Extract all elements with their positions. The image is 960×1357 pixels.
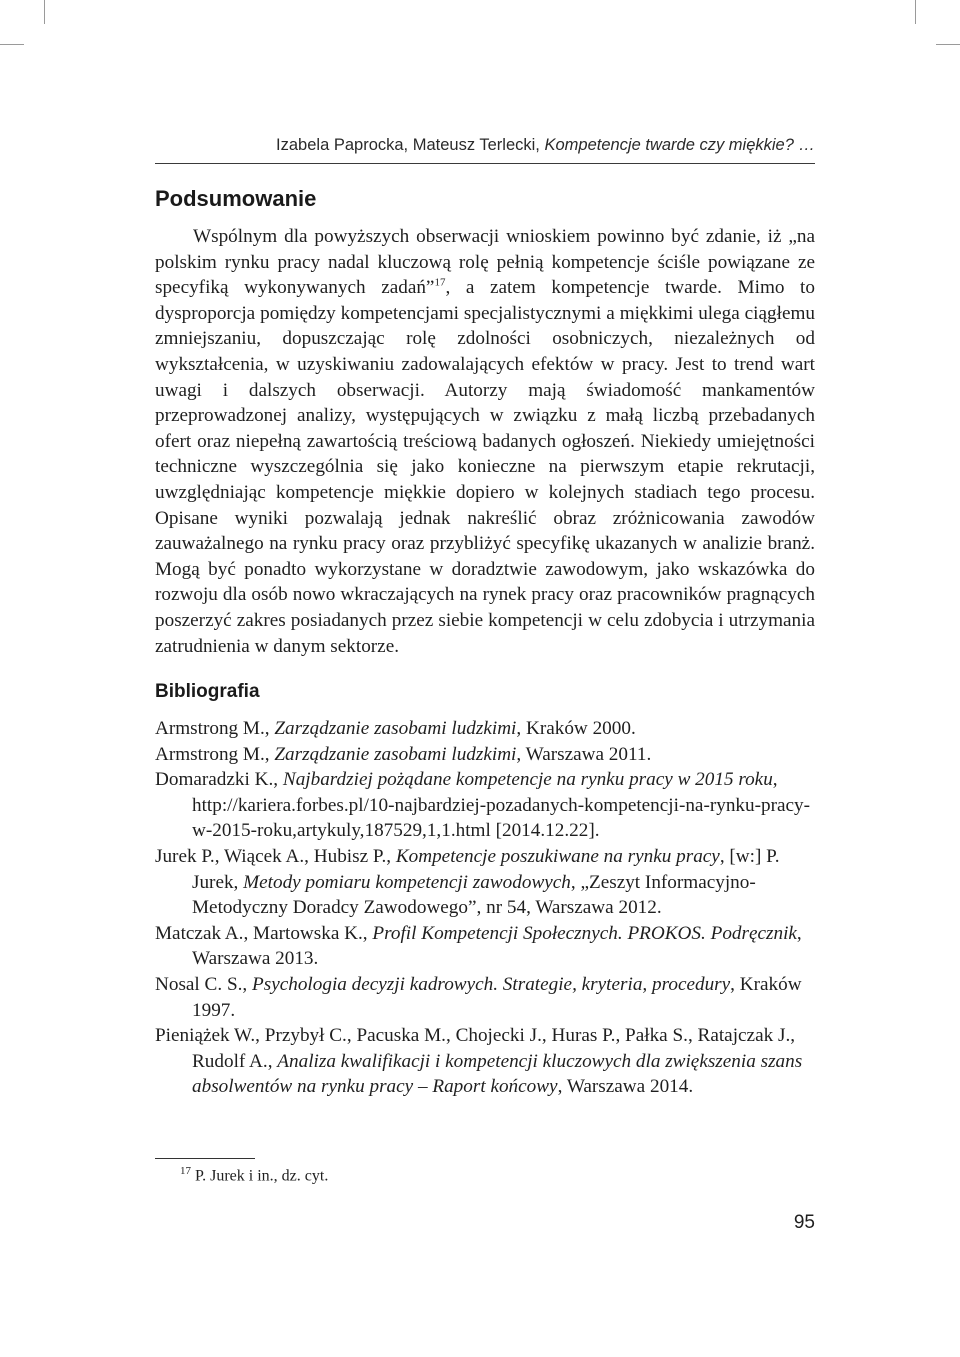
bib-details-2: , „Zeszyt Informacyjno-Metodyczny Doradcy Zawodowego”, nr 54, Warszawa 2012. [192,871,756,919]
bib-details: , Warszawa 2014. [557,1076,694,1098]
bib-title: Analiza kwalifikacji i kompetencji kluczowych dla zwiększenia szans absolwentów na rynku pracy – Raport końcowy [192,1050,803,1098]
bib-details: , Warszawa 2011. [516,743,652,765]
bib-details: , Kraków 2000. [516,718,636,739]
crop-mark-left-h [0,44,24,45]
bib-author: Nosal C. S., [155,973,253,995]
bib-author: Armstrong M., [155,718,275,739]
bib-title: Psychologia decyzji kadrowych. Strategie, kryteria, procedury [252,973,731,995]
bib-details: , Warszawa 2013. [192,922,802,970]
footnote-text: P. Jurek i in., dz. cyt. [191,1167,329,1185]
summary-heading: Podsumowanie [155,186,317,211]
bib-entry [155,767,815,844]
bib-author: Jurek P., Wiącek A., Hubisz P., [155,845,396,867]
bib-entry [155,972,815,1023]
summary-paragraph [155,224,815,659]
footnote-reference[interactable]: 17 [434,276,446,289]
bib-title: Profil Kompetencji Społecznych. PROKOS. Podręcznik [372,922,797,944]
crop-mark-right-h [936,44,960,45]
bibliography-list [155,716,815,1100]
summary-text-cont: , a zatem kompetencje twarde. Mimo to dysproporcja pomiędzy kompetencjami specjalistycznymi a miękkimi ulega ciągłemu zmniejszaniu, dopuszczając rolę zdolności osobniczych, niezależnych od wykształcenia, w uzyskiwaniu zadowalających efektów w pracy. Jest to trend wart uwagi i dalszych obserwacji. Autorzy mają świadomość mankamentów przeprowadzonej analizy, występujących w związku z małą liczbą przebadanych ofert oraz niepełną zawartością treściową badanych ogłoszeń. Niekiedy umiejętności techniczne wyszczególnia się jako konieczne na pierwszym etapie rekrutacji, uwzględniając kompetencje miękkie dopiero w kolejnych stadiach tego procesu. Opisane wyniki pozwalają jednak nakreślić obraz zróżnicowania zawodów zauważalnego na rynku pracy oraz przybliżyć specyfikę ukazanych w analizie branż. Mogą być ponadto wykorzystane w doradztwie zawodowym, jako wskazówka do rozwoju dla osób nowo wkraczających na rynek pracy oraz pracowników pragnących poszerzyć zakres posiadanych przez siebie kompetencji w celu zdobycia i utrzymania zatrudnienia w danym sektorze. [155,277,815,657]
header-rule [155,163,815,164]
running-header [155,136,815,155]
crop-mark-left [44,0,45,24]
footnote-number: 17 [180,1165,191,1177]
bib-entry [155,844,815,921]
bib-entry [155,716,815,742]
bib-entry [155,921,815,972]
bib-author: Domaradzki K., [155,769,283,791]
bib-details: , Kraków 1997. [192,973,802,1021]
bib-entry [155,1023,815,1100]
bib-title: Zarządzanie zasobami ludzkimi [274,743,517,765]
page-number: 95 [793,1212,815,1233]
bib-title: Zarządzanie zasobami ludzkimi [274,718,517,739]
bib-details: , [w:] P. Jurek, [192,845,780,893]
header-authors: Izabela Paprocka, Mateusz Terlecki, [276,136,545,154]
bib-author: Pieniążek W., Przybył C., Pacuska M., Chojecki J., Huras P., Pałka S., Ratajczak J., Rudolf A., [155,1025,796,1072]
crop-mark-right [915,0,916,24]
footnote [180,1165,328,1185]
bib-title: Kompetencje poszukiwane na rynku pracy [395,845,720,867]
bib-title: Najbardziej pożądane kompetencje na rynku pracy w 2015 roku [282,769,773,791]
bib-entry [155,742,815,768]
bib-title-2: Metody pomiaru kompetencji zawodowych [243,871,571,893]
summary-text: Wspólnym dla powyższych obserwacji wnioskiem powinno być zdanie, iż „na polskim rynku pracy nadal kluczową rolę pełnią kompetencje ściśle powiązane ze specyfiką wykonywanych zadań” [155,226,815,299]
bibliography-heading: Bibliografia [155,681,260,702]
footnote-rule [155,1158,255,1159]
header-title: Kompetencje twarde czy miękkie? … [544,136,815,154]
bib-author: Armstrong M., [155,743,275,765]
bib-details: , http://kariera.forbes.pl/10-najbardziej-pozadanych-kompetencji-na-rynku-pracy-w-2015-roku,artykuly,187529,1,1.html [2014.12.22]. [192,769,810,842]
bib-author: Matczak A., Martowska K., [155,922,373,944]
